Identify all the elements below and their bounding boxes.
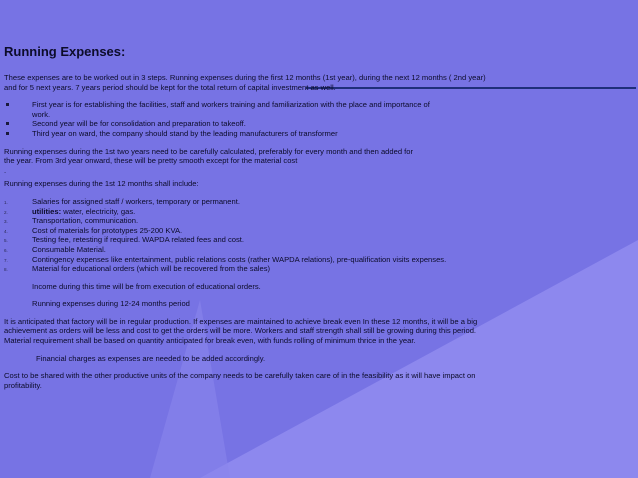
list-item: 3. Transportation, communication.: [4, 216, 139, 226]
cost-sharing-paragraph: [4, 371, 634, 390]
list-item: 2. utilities: water, electricity, gas.: [4, 206, 136, 216]
period-line: Running expenses during 12-24 months period: [32, 299, 190, 309]
expense-numbered-list: [4, 197, 634, 274]
slide-heading: Running Expenses:: [4, 44, 126, 59]
intro-paragraph: [4, 73, 634, 92]
slide-content: [4, 44, 634, 390]
income-line: Income during this time will be from execution of educational orders.: [32, 281, 261, 291]
paragraph-line: the year. From 3rd year onward, these will be pretty smooth except for the material cost: [4, 156, 298, 166]
production-paragraph: [4, 317, 634, 346]
list-item: 6. Consumable Material.: [4, 244, 106, 254]
intro-line: These expenses are to be worked out in 3 steps. Running expenses during the first 12 months (1st year), during the next 12 months ( 2nd year): [4, 73, 486, 82]
year-bullet-list: [4, 100, 634, 138]
bullet-square-icon: [6, 103, 9, 106]
paragraph-line: It is anticipated that factory will be in regular production. If expenses are maintained to achieve break even In these 12 months, it will be a big: [4, 316, 478, 326]
list-item: 7. Contingency expenses like entertainment, public relations costs (rather WAPDA relations), pre-qualification visits expenses.: [4, 254, 447, 264]
paragraph-line: achievement as orders will be less and cost to get the orders will be more. Workers and staff strength shall still be growing during this period.: [4, 326, 477, 336]
paragraph-line: Material requirement shall be based on quantity anticipated for break even, with funds rolling of minimum thrice in the year.: [4, 336, 416, 346]
intro-line: and for 5 next years. 7 years period should be kept for the total return of capital investment as well.: [4, 82, 336, 92]
paragraph-line: profitability.: [4, 380, 42, 390]
bullet-item: First year is for establishing the facilities, staff and workers training and familiarization with the place and importance of work.: [4, 100, 634, 119]
list-item: 4. Cost of materials for prototypes 25-200 KVA.: [4, 225, 183, 235]
bullet-item: Second year will be for consolidation and preparation to takeoff.: [4, 119, 634, 129]
calculation-paragraph: [4, 147, 634, 176]
financial-charges-line: Financial charges as expenses are needed to be added accordingly.: [36, 353, 266, 363]
bullet-item: Third year on ward, the company should stand by the leading manufacturers of transformer: [4, 129, 634, 139]
list-item: 8. Material for educational orders (which will be recovered from the sales): [4, 264, 271, 274]
list-item: 5. Testing fee, retesting if required. WAPDA related fees and cost.: [4, 235, 245, 245]
list-intro: Running expenses during the 1st 12 months shall include:: [4, 179, 199, 189]
paragraph-line: .: [4, 165, 7, 175]
list-item: 1. Salaries for assigned staff / workers, temporary or permanent.: [4, 196, 240, 206]
paragraph-line: Cost to be shared with the other productive units of the company needs to be carefully taken care of in the feasibility as it will have impact on: [4, 371, 476, 381]
bullet-square-icon: [6, 122, 9, 125]
bullet-square-icon: [6, 132, 9, 135]
paragraph-line: Running expenses during the 1st two years need to be carefully calculated, preferably for every month and then added for: [4, 146, 414, 156]
